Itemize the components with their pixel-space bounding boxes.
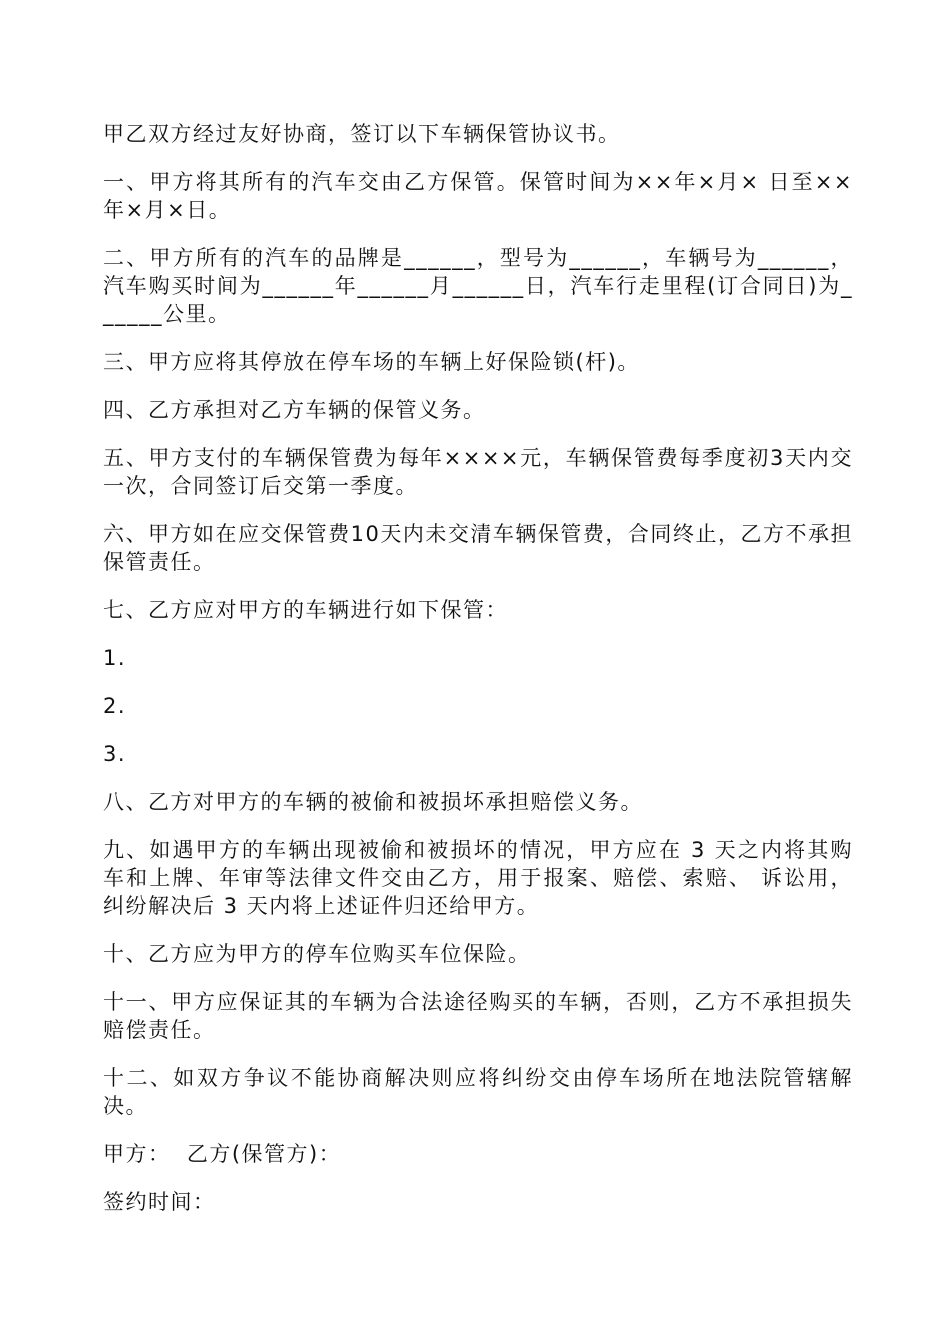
clause-9: 九、如遇甲方的车辆出现被偷和被损坏的情况，甲方应在 3 天之内将其购车和上牌、年审等法律文件交由乙方，用于报案、赔偿、索赔、 诉讼用，纠纷解决后 3 天内将上述证件归还给甲方。 <box>103 838 853 918</box>
agreement-body <box>103 120 853 1236</box>
list-item-3: 3. <box>103 742 127 766</box>
clause-7: 七、乙方应对甲方的车辆进行如下保管： <box>103 598 508 622</box>
clause-11: 十一、甲方应保证其的车辆为合法途径购买的车辆，否则，乙方不承担损失赔偿责任。 <box>103 990 853 1042</box>
clause-3: 三、甲方应将其停放在停车场的车辆上好保险锁(杆)。 <box>103 350 640 374</box>
signing-date: 签约时间： <box>103 1190 216 1214</box>
list-item-1: 1. <box>103 646 127 670</box>
clause-2: 二、甲方所有的汽车的品牌是______，型号为______，车辆号为______，汽车购买时间为______年______月______日，汽车行走里程(订合同日)为______公里。 <box>103 246 853 326</box>
clause-1: 一、甲方将其所有的汽车交由乙方保管。保管时间为××年×月× 日至××年×月×日。 <box>103 170 853 222</box>
list-item-2: 2. <box>103 694 127 718</box>
clause-8: 八、乙方对甲方的车辆的被偷和被损坏承担赔偿义务。 <box>103 790 643 814</box>
intro-paragraph: 甲乙双方经过友好协商，签订以下车辆保管协议书。 <box>103 122 621 146</box>
clause-5: 五、甲方支付的车辆保管费为每年××××元，车辆保管费每季度初3天内交一次，合同签订后交第一季度。 <box>103 446 853 498</box>
signature-parties: 甲方： 乙方(保管方)： <box>103 1142 342 1166</box>
clause-10: 十、乙方应为甲方的停车位购买车位保险。 <box>103 942 531 966</box>
clause-4: 四、乙方承担对乙方车辆的保管义务。 <box>103 398 486 422</box>
clause-12: 十二、如双方争议不能协商解决则应将纠纷交由停车场所在地法院管辖解决。 <box>103 1066 853 1118</box>
clause-6: 六、甲方如在应交保管费10天内未交清车辆保管费，合同终止，乙方不承担保管责任。 <box>103 522 853 574</box>
